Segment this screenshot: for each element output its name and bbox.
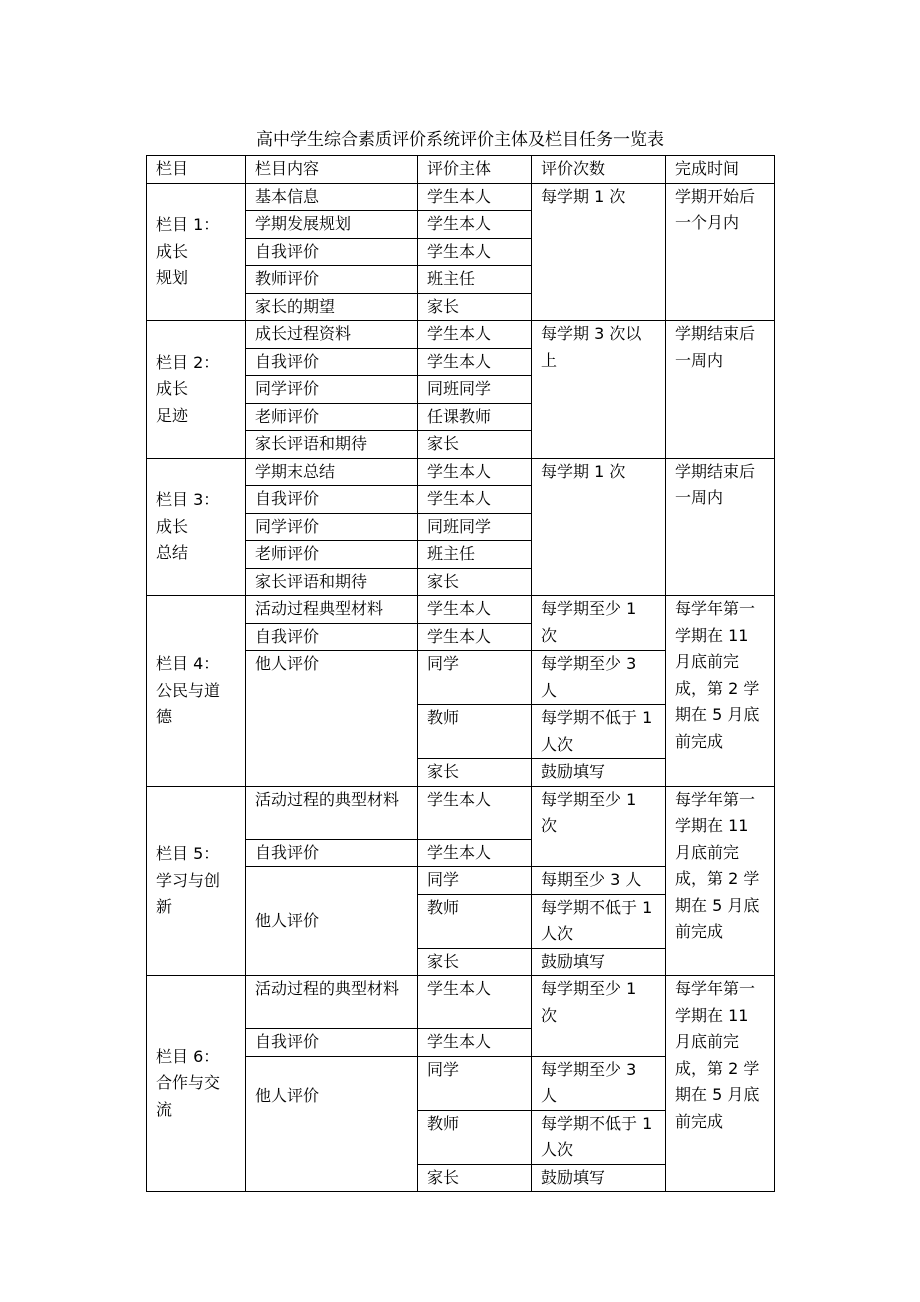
table-row	[147, 976, 775, 1029]
frequency-cell: 每学期至少 1 次	[532, 976, 666, 1057]
content-cell: 自我评价	[246, 486, 418, 514]
subject-cell: 同学	[418, 651, 532, 705]
table-row	[147, 596, 775, 624]
time-cell: 学期开始后一个月内	[666, 183, 775, 321]
subject-cell: 家长	[418, 759, 532, 787]
subject-cell: 家长	[418, 431, 532, 459]
subject-cell: 同学	[418, 867, 532, 895]
content-cell: 同学评价	[246, 376, 418, 404]
frequency-cell: 每学期至少 1 次	[532, 596, 666, 651]
subject-cell: 任课教师	[418, 403, 532, 431]
table-row	[147, 458, 775, 486]
content-cell: 自我评价	[246, 1029, 418, 1057]
subject-cell: 班主任	[418, 266, 532, 294]
subject-cell: 学生本人	[418, 976, 532, 1029]
subject-cell: 家长	[418, 293, 532, 321]
subject-cell: 班主任	[418, 541, 532, 569]
page-title: 高中学生综合素质评价系统评价主体及栏目任务一览表	[256, 130, 664, 150]
time-cell: 学期结束后一周内	[666, 321, 775, 459]
subject-cell: 学生本人	[418, 458, 532, 486]
content-cell: 家长评语和期待	[246, 568, 418, 596]
content-cell: 教师评价	[246, 266, 418, 294]
subject-cell: 家长	[418, 1164, 532, 1192]
content-cell: 家长评语和期待	[246, 431, 418, 459]
content-cell: 学期末总结	[246, 458, 418, 486]
subject-cell: 教师	[418, 894, 532, 948]
subject-cell: 学生本人	[418, 321, 532, 349]
content-cell: 成长过程资料	[246, 321, 418, 349]
table-row	[147, 183, 775, 211]
subject-cell: 学生本人	[418, 786, 532, 839]
subject-cell: 教师	[418, 705, 532, 759]
frequency-cell: 每学期不低于 1 人次	[532, 705, 666, 759]
frequency-cell: 每学期至少 3 人	[532, 651, 666, 705]
content-cell: 活动过程的典型材料	[246, 786, 418, 839]
section-name: 栏目 2： 成长 足迹	[147, 321, 246, 459]
content-cell: 活动过程的典型材料	[246, 976, 418, 1029]
subject-cell: 学生本人	[418, 623, 532, 651]
header-content: 栏目内容	[246, 156, 418, 184]
subject-cell: 家长	[418, 568, 532, 596]
subject-cell: 学生本人	[418, 238, 532, 266]
subject-cell: 同班同学	[418, 513, 532, 541]
header-frequency: 评价次数	[532, 156, 666, 184]
frequency-cell: 每学期至少 1 次	[532, 786, 666, 867]
content-cell: 基本信息	[246, 183, 418, 211]
subject-cell: 教师	[418, 1110, 532, 1164]
frequency-cell: 每学期 1 次	[532, 458, 666, 596]
content-cell: 他人评价	[246, 867, 418, 976]
section-name: 栏目 3： 成长 总结	[147, 458, 246, 596]
subject-cell: 家长	[418, 948, 532, 976]
header-column: 栏目	[147, 156, 246, 184]
table-row	[147, 321, 775, 349]
section-name: 栏目 4： 公民与道 德	[147, 596, 246, 787]
subject-cell: 学生本人	[418, 486, 532, 514]
content-cell: 他人评价	[246, 1056, 418, 1192]
section-name: 栏目 6： 合作与交 流	[147, 976, 246, 1192]
frequency-cell: 每学期至少 3 人	[532, 1056, 666, 1110]
frequency-cell: 每期至少 3 人	[532, 867, 666, 895]
content-cell: 自我评价	[246, 839, 418, 867]
subject-cell: 同学	[418, 1056, 532, 1110]
content-cell: 学期发展规划	[246, 211, 418, 239]
table-header-row	[147, 156, 775, 184]
frequency-cell: 每学期不低于 1 人次	[532, 894, 666, 948]
content-cell: 自我评价	[246, 348, 418, 376]
frequency-cell: 每学期不低于 1 人次	[532, 1110, 666, 1164]
frequency-cell: 每学期 1 次	[532, 183, 666, 321]
time-cell: 学期结束后一周内	[666, 458, 775, 596]
content-cell: 老师评价	[246, 403, 418, 431]
subject-cell: 学生本人	[418, 596, 532, 624]
section-name: 栏目 1： 成长 规划	[147, 183, 246, 321]
time-cell: 每学年第一学期在 11 月底前完成，第 2 学期在 5 月底前完成	[666, 976, 775, 1192]
subject-cell: 同班同学	[418, 376, 532, 404]
subject-cell: 学生本人	[418, 1029, 532, 1057]
subject-cell: 学生本人	[418, 839, 532, 867]
section-name: 栏目 5： 学习与创 新	[147, 786, 246, 976]
content-cell: 活动过程典型材料	[246, 596, 418, 624]
header-subject: 评价主体	[418, 156, 532, 184]
evaluation-table	[146, 155, 775, 1192]
header-time: 完成时间	[666, 156, 775, 184]
time-cell: 每学年第一学期在 11 月底前完成，第 2 学期在 5 月底前完成	[666, 596, 775, 787]
frequency-cell: 鼓励填写	[532, 759, 666, 787]
table-row	[147, 786, 775, 839]
subject-cell: 学生本人	[418, 211, 532, 239]
content-cell: 老师评价	[246, 541, 418, 569]
content-cell: 自我评价	[246, 238, 418, 266]
frequency-cell: 鼓励填写	[532, 1164, 666, 1192]
frequency-cell: 鼓励填写	[532, 948, 666, 976]
subject-cell: 学生本人	[418, 348, 532, 376]
content-cell: 家长的期望	[246, 293, 418, 321]
time-cell: 每学年第一学期在 11 月底前完成，第 2 学期在 5 月底前完成	[666, 786, 775, 976]
content-cell: 他人评价	[246, 651, 418, 787]
frequency-cell: 每学期 3 次以上	[532, 321, 666, 459]
content-cell: 自我评价	[246, 623, 418, 651]
subject-cell: 学生本人	[418, 183, 532, 211]
content-cell: 同学评价	[246, 513, 418, 541]
